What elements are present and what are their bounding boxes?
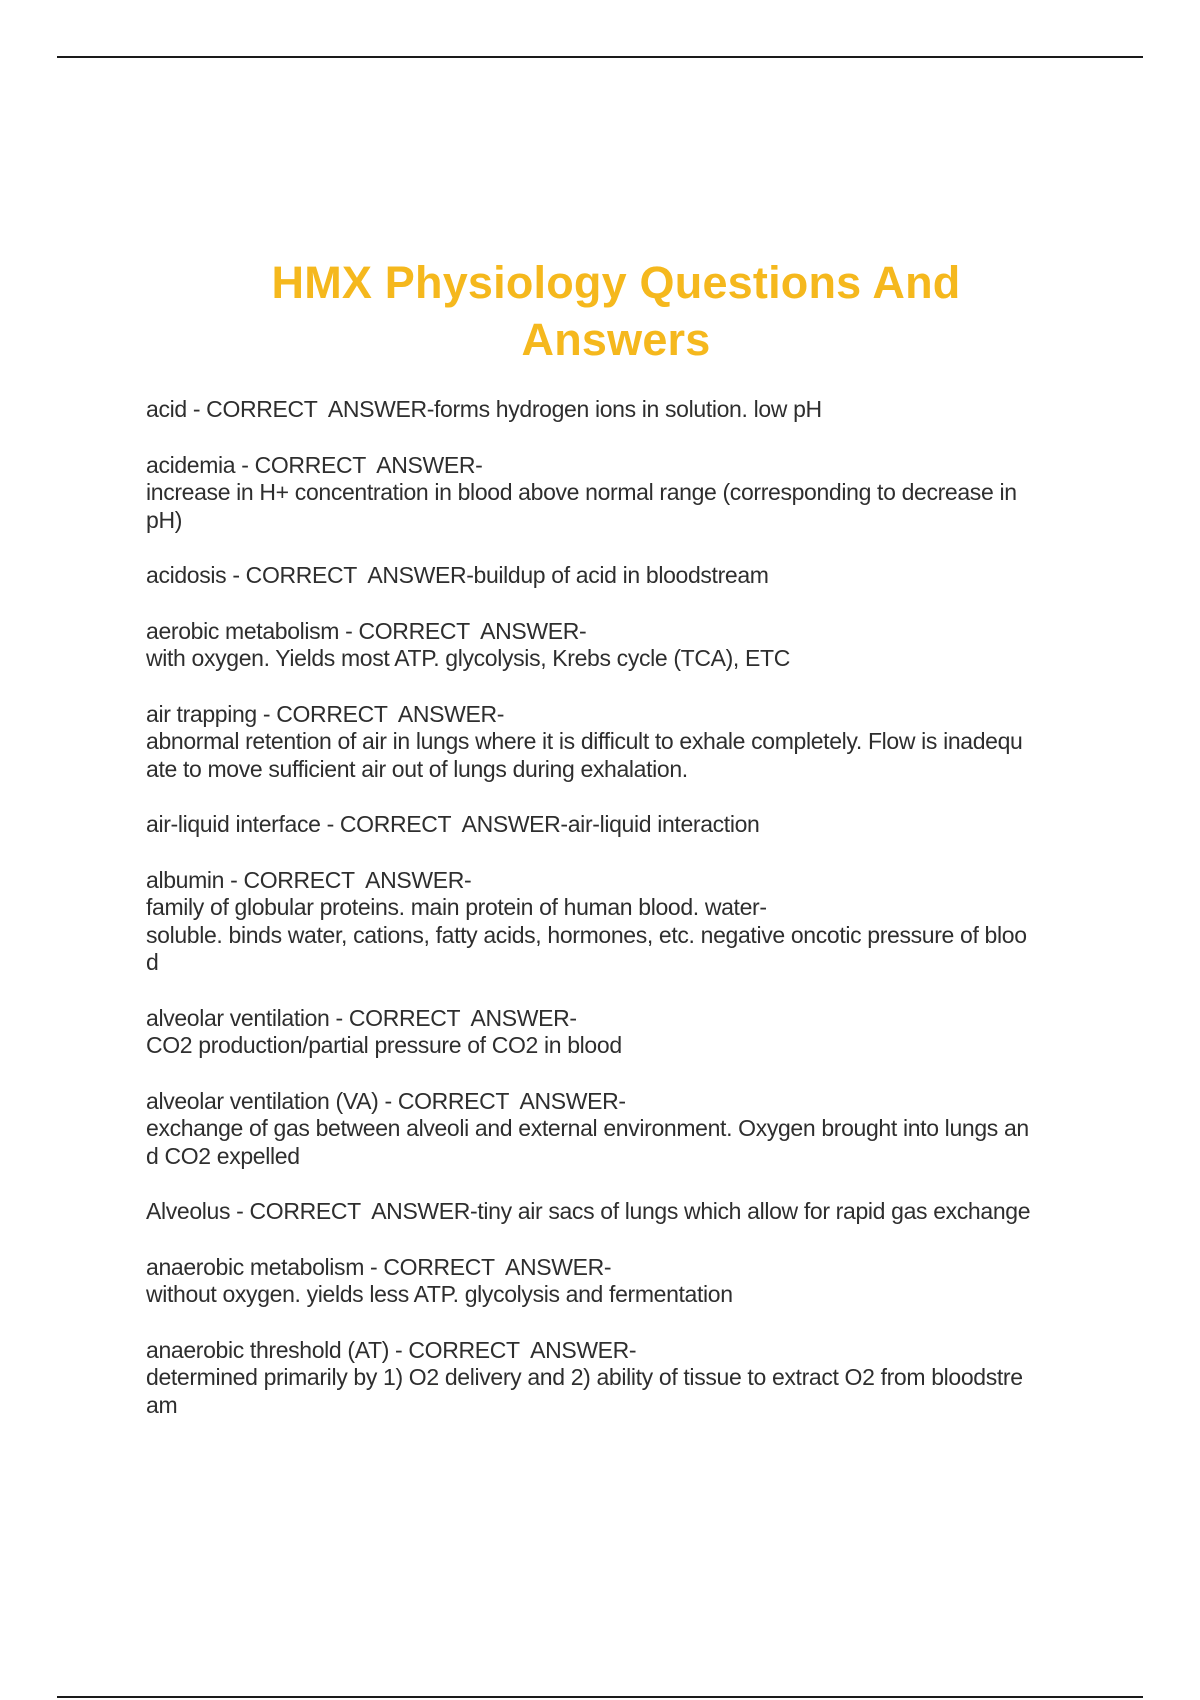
qa-entry-line: air-liquid interface - CORRECT ANSWER-air-liquid interaction	[146, 811, 760, 837]
qa-entry	[146, 396, 1096, 424]
document-title	[146, 254, 1086, 368]
qa-entry-line: acidemia - CORRECT ANSWER-	[146, 451, 483, 478]
qa-entry	[146, 562, 1096, 590]
qa-entry-line: d	[146, 949, 159, 975]
qa-entry	[146, 1254, 1096, 1309]
qa-entry-line: acidosis - CORRECT ANSWER-buildup of acid in bloodstream	[146, 562, 769, 588]
qa-entry	[146, 1005, 1096, 1060]
qa-entry-line: albumin - CORRECT ANSWER-	[146, 866, 472, 893]
qa-entry-line: air trapping - CORRECT ANSWER-	[146, 700, 505, 727]
qa-entry-line: CO2 production/partial pressure of CO2 in blood	[146, 1032, 622, 1058]
qa-entry-line: Alveolus - CORRECT ANSWER-tiny air sacs of lungs which allow for rapid gas exchange	[146, 1198, 1031, 1224]
bottom-rule	[57, 1696, 1143, 1698]
qa-entry-line: family of globular proteins. main protein of human blood. water-	[146, 894, 767, 920]
qa-entry	[146, 1088, 1096, 1171]
qa-entry-line: ate to move sufficient air out of lungs during exhalation.	[146, 755, 688, 782]
qa-entry-line: with oxygen. Yields most ATP. glycolysis, Krebs cycle (TCA), ETC	[146, 645, 790, 671]
qa-entry	[146, 452, 1096, 535]
qa-entry	[146, 811, 1096, 839]
qa-entry-line: without oxygen. yields less ATP. glycolysis and fermentation	[146, 1281, 733, 1307]
qa-entry-line: d CO2 expelled	[146, 1142, 300, 1169]
top-rule	[57, 56, 1143, 58]
qa-entry-line: soluble. binds water, cations, fatty acids, hormones, etc. negative oncotic pressure of bloo	[146, 921, 1027, 948]
qa-entry	[146, 1337, 1096, 1420]
qa-entry-line: aerobic metabolism - CORRECT ANSWER-	[146, 617, 587, 644]
qa-entry-line: anaerobic threshold (AT) - CORRECT ANSWER-	[146, 1336, 637, 1363]
qa-entry	[146, 867, 1096, 977]
qa-entry-list	[146, 396, 1096, 1447]
qa-entry-line: determined primarily by 1) O2 delivery and 2) ability of tissue to extract O2 from bloodstre	[146, 1364, 1023, 1390]
title-line-2: Answers	[521, 314, 711, 365]
qa-entry-line: acid - CORRECT ANSWER-forms hydrogen ions in solution. low pH	[146, 396, 822, 422]
qa-entry-line: alveolar ventilation - CORRECT ANSWER-	[146, 1004, 577, 1031]
title-line-1: HMX Physiology Questions And	[271, 257, 961, 308]
qa-entry-line: alveolar ventilation (VA) - CORRECT ANSWER-	[146, 1087, 626, 1114]
qa-entry	[146, 701, 1096, 784]
qa-entry-line: anaerobic metabolism - CORRECT ANSWER-	[146, 1253, 612, 1280]
qa-entry	[146, 1198, 1096, 1226]
qa-entry-line: abnormal retention of air in lungs where it is difficult to exhale completely. Flow is inadequ	[146, 728, 1023, 754]
qa-entry	[146, 618, 1096, 673]
qa-entry-line: pH)	[146, 506, 183, 533]
qa-entry-line: increase in H+ concentration in blood above normal range (corresponding to decrease in	[146, 479, 1017, 505]
qa-entry-line: am	[146, 1391, 178, 1418]
qa-entry-line: exchange of gas between alveoli and external environment. Oxygen brought into lungs an	[146, 1115, 1029, 1141]
